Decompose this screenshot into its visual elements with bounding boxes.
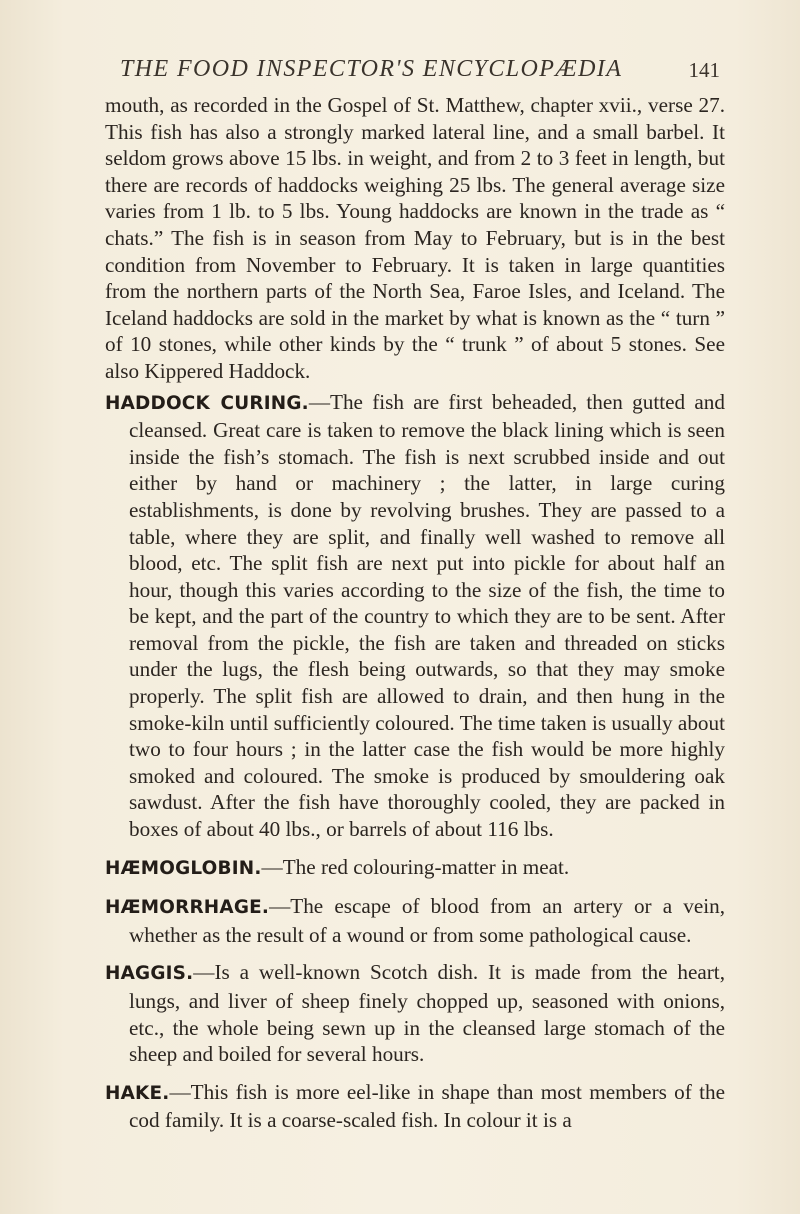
page-number: 141: [688, 58, 720, 82]
entry-headword: HADDOCK CURING.: [105, 392, 309, 414]
running-title: THE FOOD INSPECTOR'S ENCYCLOPÆDIA: [120, 56, 623, 82]
entry-text: The red colouring-matter in meat.: [282, 854, 570, 879]
entry-text: The escape of blood from an artery or a vein, whether as the result of a wound or from some pathological cause.: [129, 894, 725, 947]
entry-separator: —: [261, 854, 283, 879]
entry-text: This fish is more eel-like in shape than most members of the cod family. It is a coarse-scaled fish. In colour it is a: [129, 1079, 725, 1133]
entry-haggis: [105, 959, 725, 1067]
body-text: [105, 92, 725, 1134]
running-head: [110, 56, 720, 86]
entry-headword: HÆMORRHAGE.: [105, 897, 270, 919]
entry-headword: HAKE.: [105, 1082, 170, 1104]
entry-haddock-curing: [105, 389, 725, 843]
continuation-paragraph: mouth, as recorded in the Gospel of St. Matthew, chapter xvii., verse 27. This fish has also a strongly marked lateral line, and a small barbel. It seldom grows above 15 lbs. in weight, and from 2 to 3 feet in length, but there are records of haddocks weighing 25 lbs. The general average size varies from 1 lb. to 5 lbs. Young haddocks are known in the trade as “ chats.” The fish is in season from May to February, but is in the best condition from November to February. It is taken in large quantities from the northern parts of the North Sea, Faroe Isles, and Iceland. The Iceland haddocks are sold in the market by what is known as the “ turn ” of 10 stones, while other kinds by the “ trunk ” of about 5 stones. See also Kippered Haddock.: [105, 93, 725, 383]
entry-separator: —: [169, 1079, 191, 1104]
entry-text: Is a well-known Scotch dish. It is made from the heart, lungs, and liver of sheep finely chopped up, seasoned with onions, etc., the whole being sewn up in the cleansed large stomach of the sheep and boiled for several hours.: [129, 960, 725, 1067]
entry-headword: HAGGIS.: [105, 963, 194, 985]
entry-haemorrhage: [105, 893, 725, 948]
entry-separator: —: [308, 389, 331, 414]
entry-headword: HÆMOGLOBIN.: [105, 857, 262, 879]
entry-hake: [105, 1079, 725, 1134]
entry-haemoglobin: [105, 854, 725, 883]
entry-separator: —: [193, 960, 215, 985]
entry-separator: —: [269, 894, 291, 919]
entry-text: The fish are first beheaded, then gutted and cleansed. Great care is taken to remove the black lining which is seen inside the fish’s stomach. The fish is next scrubbed inside and out either by hand or machinery ; the latter, in large curing establishments, is done by revolving brushes. They are passed to a table, where they are split, and finally well washed to remove all blood, etc. The split fish are next put into pickle for about half an hour, though this varies according to the size of the fish, the time to be kept, and the part of the country to which they are to be sent. After removal from the pickle, the fish are taken and threaded on sticks under the lugs, the flesh being outwards, so that they may smoke properly. The split fish are allowed to drain, and then hung in the smoke-kiln until sufficiently coloured. The time taken is usually about two to four hours ; in the latter case the fish would be more highly smoked and coloured. The smoke is produced by smouldering oak sawdust. After the fish have thoroughly cooled, they are packed in boxes of about 40 lbs., or barrels of about 116 lbs.: [129, 389, 725, 842]
